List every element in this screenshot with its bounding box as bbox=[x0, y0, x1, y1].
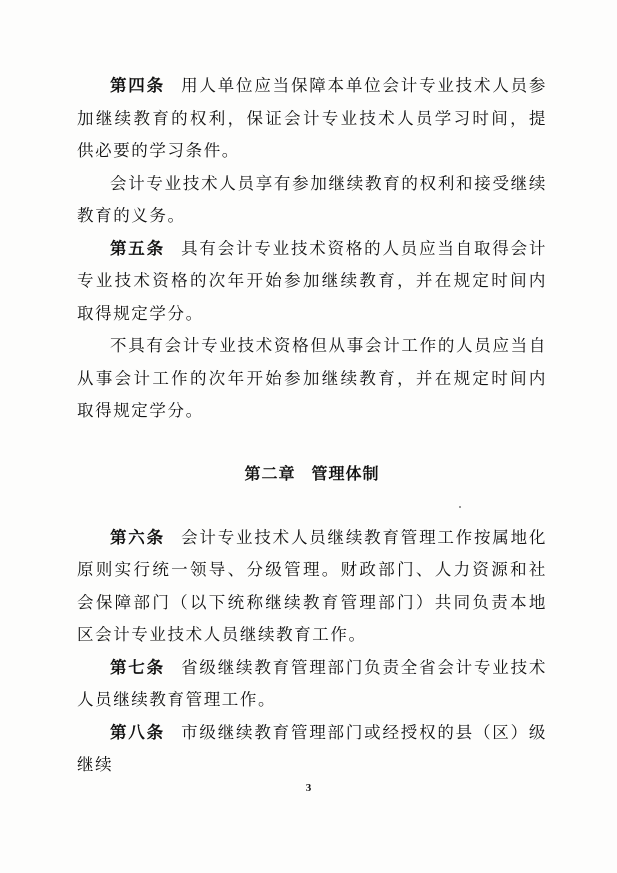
article-6-paragraph bbox=[77, 522, 547, 652]
article-5-continuation-paragraph bbox=[77, 330, 547, 428]
document-body bbox=[77, 70, 547, 782]
page-number: 3 bbox=[305, 782, 312, 794]
article-4-continuation-paragraph bbox=[77, 168, 547, 233]
article-5-text: 具有会计专业技术资格的人员应当自取得会计专业技术资格的次年开始参加继续教育，并在规定时间内取得规定学分。 bbox=[77, 238, 547, 323]
article-8-paragraph bbox=[77, 717, 547, 782]
chapter-title: 管理体制 bbox=[311, 463, 380, 483]
article-4-text: 用人单位应当保障本单位会计专业技术人员参加继续教育的权利，保证会计专业技术人员学习时间，提供必要的学习条件。 bbox=[77, 76, 547, 160]
article-6-text: 会计专业技术人员继续教育管理工作按属地化原则实行统一领导、分级管理。财政部门、人力资源和社会保障部门（以下统称继续教育管理部门）共同负责本地区会计专业技术人员继续教育工作。 bbox=[77, 527, 547, 644]
article-8-label: 第八条 bbox=[110, 722, 165, 742]
article-7-label: 第七条 bbox=[110, 657, 165, 677]
scan-speck bbox=[459, 506, 461, 508]
article-5-continuation-text: 不具有会计专业技术资格但从事会计工作的人员应当自从事会计工作的次年开始参加继续教育，并在规定时间内取得规定学分。 bbox=[77, 336, 547, 420]
article-7-text: 省级继续教育管理部门负责全省会计专业技术人员继续教育管理工作。 bbox=[77, 657, 547, 709]
chapter-number: 第二章 bbox=[244, 463, 296, 483]
article-4-continuation-text: 会计专业技术人员享有参加继续教育的权利和接受继续教育的义务。 bbox=[77, 173, 547, 225]
article-8-text: 市级继续教育管理部门或经授权的县（区）级继续 bbox=[77, 722, 547, 774]
article-4-label: 第四条 bbox=[110, 76, 165, 95]
article-5-label: 第五条 bbox=[110, 238, 165, 258]
article-4-paragraph bbox=[77, 70, 547, 168]
article-5-paragraph bbox=[77, 233, 547, 331]
article-6-label: 第六条 bbox=[110, 527, 165, 547]
chapter-heading bbox=[77, 458, 547, 490]
article-7-paragraph bbox=[77, 652, 547, 717]
